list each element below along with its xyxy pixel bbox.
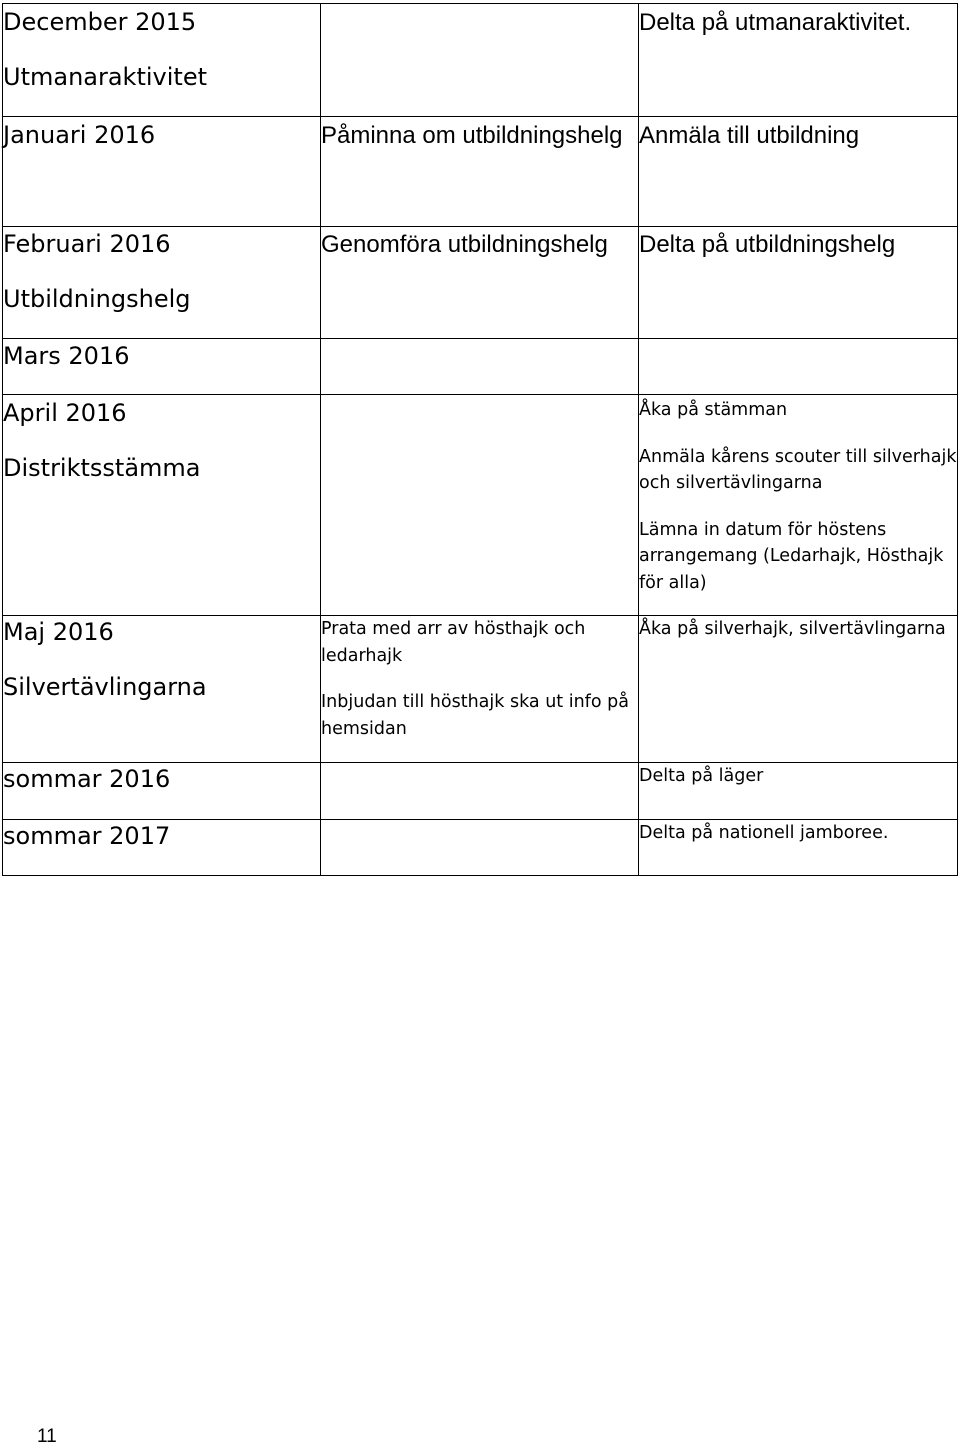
- scout-task: Delta på utmanaraktivitet.: [639, 9, 912, 36]
- table-row: [3, 616, 958, 763]
- month-cell: [3, 395, 321, 616]
- scout-cell: [639, 227, 958, 339]
- page-number: 11: [37, 1426, 57, 1447]
- kar-cell: [321, 339, 639, 395]
- month-cell: [3, 763, 321, 820]
- kar-task: Påminna om utbildningshelg: [321, 122, 623, 149]
- month-cell: [3, 117, 321, 227]
- scout-cell: [639, 117, 958, 227]
- kar-cell: [321, 616, 639, 763]
- kar-cell: [321, 227, 639, 339]
- table-row: [3, 227, 958, 339]
- table-row: [3, 339, 958, 395]
- month-cell: [3, 227, 321, 339]
- kar-task: Genomföra utbildningshelg: [321, 231, 608, 258]
- table-row: [3, 4, 958, 117]
- scout-task: Anmäla till utbildning: [639, 122, 860, 149]
- scout-cell: [639, 339, 958, 395]
- scout-task: Anmäla kårens scouter till silverhajk och silvertävlingarna: [639, 446, 957, 493]
- month-label: Januari 2016: [3, 121, 156, 149]
- scout-task: Delta på utbildningshelg: [639, 231, 896, 258]
- activity-calendar-table: [2, 3, 958, 876]
- scout-task: Åka på stämman: [639, 400, 788, 420]
- scout-task: Lämna in datum för höstens arrangemang (Ledarhajk, Hösthajk för alla): [639, 519, 944, 593]
- kar-cell: [321, 763, 639, 820]
- month-label: Februari 2016: [3, 230, 171, 258]
- month-cell: [3, 4, 321, 117]
- month-label: sommar 2017: [3, 822, 171, 850]
- kar-task: Inbjudan till hösthajk ska ut info på hemsidan: [321, 692, 629, 739]
- scout-cell: [639, 395, 958, 616]
- scout-cell: [639, 4, 958, 117]
- month-label: sommar 2016: [3, 765, 171, 793]
- kar-cell: [321, 820, 639, 876]
- month-label: December 2015: [3, 8, 197, 36]
- month-cell: [3, 339, 321, 395]
- event-label: Utmanaraktivitet: [3, 63, 207, 91]
- month-cell: [3, 820, 321, 876]
- month-label: April 2016: [3, 399, 127, 427]
- month-label: Maj 2016: [3, 618, 114, 646]
- scout-task: Delta på nationell jamboree.: [639, 823, 889, 843]
- kar-cell: [321, 117, 639, 227]
- scout-cell: [639, 820, 958, 876]
- table-row: [3, 395, 958, 616]
- month-label: Mars 2016: [3, 342, 130, 370]
- kar-cell: [321, 4, 639, 117]
- month-cell: [3, 616, 321, 763]
- table-row: [3, 763, 958, 820]
- kar-task: Prata med arr av hösthajk och ledarhajk: [321, 619, 586, 666]
- table-row: [3, 820, 958, 876]
- kar-cell: [321, 395, 639, 616]
- scout-cell: [639, 763, 958, 820]
- table-row: [3, 117, 958, 227]
- scout-task: Åka på silverhajk, silvertävlingarna: [639, 619, 946, 639]
- scout-task: Delta på läger: [639, 766, 764, 786]
- scout-cell: [639, 616, 958, 763]
- event-label: Distriktsstämma: [3, 454, 201, 482]
- event-label: Silvertävlingarna: [3, 673, 207, 701]
- event-label: Utbildningshelg: [3, 285, 191, 313]
